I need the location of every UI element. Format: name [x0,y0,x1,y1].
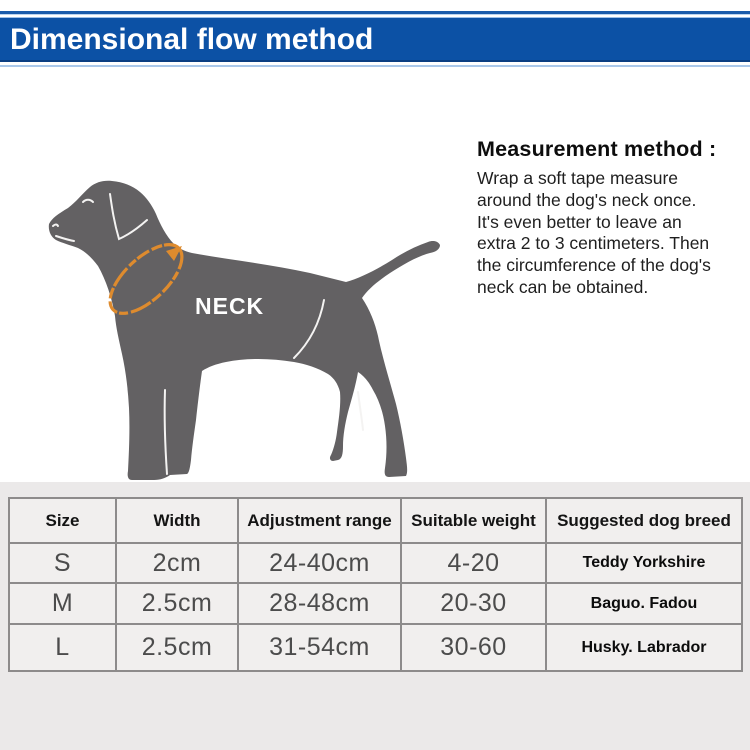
cell-weight: 30-60 [401,624,546,671]
column-header-suggested-breed: Suggested dog breed [546,498,742,543]
dog-body-silhouette [49,181,440,480]
cell-breed: Husky. Labrador [546,624,742,671]
cell-size: L [9,624,116,671]
cell-range: 24-40cm [238,543,401,583]
cell-breed: Baguo. Fadou [546,583,742,624]
cell-range: 31-54cm [238,624,401,671]
cell-weight: 4-20 [401,543,546,583]
column-header-suitable-weight: Suitable weight [401,498,546,543]
cell-width: 2.5cm [116,624,238,671]
cell-width: 2cm [116,543,238,583]
title-banner [0,17,750,62]
table-header-row [9,498,742,543]
table-row [9,543,742,583]
page-title: Dimensional flow method [10,23,374,56]
column-header-width: Width [116,498,238,543]
table-row [9,624,742,671]
dog-silhouette-illustration [0,90,460,490]
measurement-heading: Measurement method : [477,137,717,161]
cell-breed: Teddy Yorkshire [546,543,742,583]
measurement-instructions: Wrap a soft tape measure around the dog's neck once. It's even better to leave an extra 2 to 3 centimeters. Then the circumference of the dog's neck can be obtained. [477,168,711,297]
banner-underline [0,65,750,67]
table-row [9,583,742,624]
column-header-size: Size [9,498,116,543]
cell-size: S [9,543,116,583]
cell-size: M [9,583,116,624]
cell-width: 2.5cm [116,583,238,624]
top-accent-line [0,11,750,15]
column-header-adjustment-range: Adjustment range [238,498,401,543]
measurement-method-section [477,137,750,299]
cell-weight: 20-30 [401,583,546,624]
cell-range: 28-48cm [238,583,401,624]
neck-label: NECK [195,293,265,319]
size-chart-table [8,497,743,672]
